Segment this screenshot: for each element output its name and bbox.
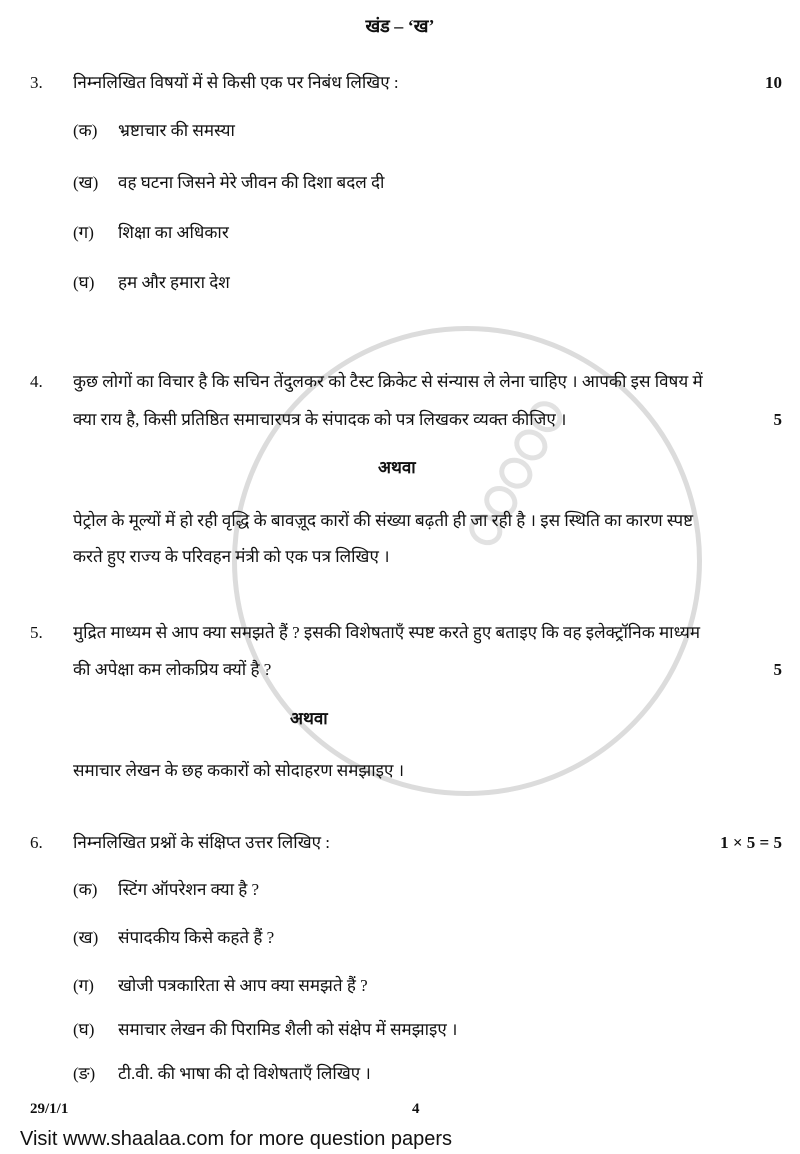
alternative-text-line: समाचार लेखन के छह ककारों को सोदाहरण समझाइए ।	[73, 761, 405, 780]
footer-link[interactable]: Visit www.shaalaa.com for more question papers	[20, 1128, 453, 1150]
question-text-line: कुछ लोगों का विचार है कि सचिन तेंदुलकर को टैस्ट क्रिकेट से संन्यास ले लेना चाहिए । आपकी इस विषय में	[73, 372, 703, 391]
question-text: निम्नलिखित विषयों में से किसी एक पर निबंध लिखिए :	[73, 73, 399, 92]
option-text: खोजी पत्रकारिता से आप क्या समझते हैं ?	[118, 976, 368, 995]
alternative-text-line: करते हुए राज्य के परिवहन मंत्री को एक पत्र लिखिए ।	[73, 547, 390, 566]
option-label: (घ)	[73, 273, 95, 292]
question-number: 3.	[30, 73, 43, 92]
question-marks: 10	[765, 73, 782, 92]
question-text-line: मुद्रित माध्यम से आप क्या समझते हैं ? इसकी विशेषताएँ स्पष्ट करते हुए बताइए कि वह इलेक्ट्रॉनिक माध्यम	[73, 623, 701, 642]
option-label: (ख)	[73, 173, 99, 192]
question-text-line: की अपेक्षा कम लोकप्रिय क्यों है ?	[73, 660, 272, 679]
paper-code: 29/1/1	[30, 1101, 69, 1117]
option-text: स्टिंग ऑपरेशन क्या है ?	[118, 880, 260, 899]
question-number: 6.	[30, 833, 43, 852]
option-text: हम और हमारा देश	[118, 273, 230, 292]
question-marks: 5	[773, 410, 782, 429]
option-label: (घ)	[73, 1020, 95, 1039]
option-label: (ङ)	[73, 1064, 96, 1083]
question-text-line: क्या राय है, किसी प्रतिष्ठित समाचारपत्र के संपादक को पत्र लिखकर व्यक्त कीजिए ।	[73, 410, 567, 429]
option-label: (ग)	[73, 223, 94, 242]
option-text: शिक्षा का अधिकार	[118, 223, 229, 242]
option-text: टी.वी. की भाषा की दो विशेषताएँ लिखिए ।	[118, 1064, 371, 1083]
question-number: 5.	[30, 623, 43, 642]
question-marks: 1 × 5 = 5	[720, 833, 782, 852]
question-marks: 5	[773, 660, 782, 679]
question-number: 4.	[30, 372, 43, 391]
option-text: संपादकीय किसे कहते हैं ?	[118, 928, 275, 947]
option-text: वह घटना जिसने मेरे जीवन की दिशा बदल दी	[118, 173, 385, 192]
option-text: भ्रष्टाचार की समस्या	[118, 121, 235, 140]
or-heading: अथवा	[290, 709, 328, 728]
option-text: समाचार लेखन की पिरामिड शैली को संक्षेप में समझाइए ।	[118, 1020, 458, 1039]
page-number: 4	[412, 1101, 420, 1117]
alternative-text-line: पेट्रोल के मूल्यों में हो रही वृद्धि के बावज़ूद कारों की संख्या बढ़ती ही जा रही है । इस स्थिति का कारण स्पष्ट	[73, 511, 694, 530]
option-label: (क)	[73, 121, 98, 140]
question-text: निम्नलिखित प्रश्नों के संक्षिप्त उत्तर लिखिए :	[73, 833, 330, 852]
section-title: खंड – ‘ख’	[365, 16, 435, 36]
option-label: (ख)	[73, 928, 99, 947]
or-heading: अथवा	[378, 458, 416, 477]
option-label: (क)	[73, 880, 98, 899]
option-label: (ग)	[73, 976, 94, 995]
